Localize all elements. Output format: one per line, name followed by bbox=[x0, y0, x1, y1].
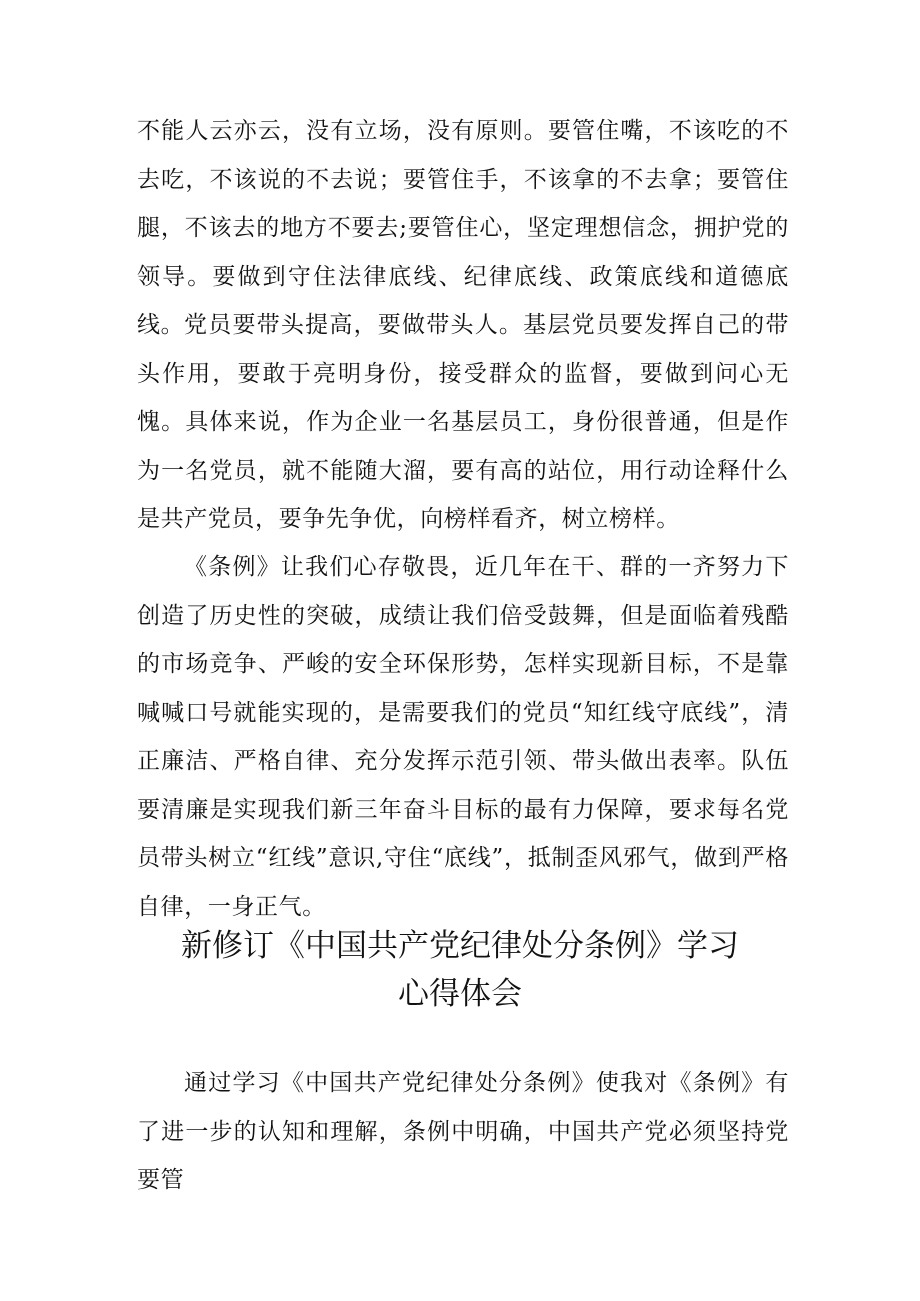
paragraph-continued: 不能人云亦云，没有立场，没有原则。要管住嘴，不该吃的不去吃，不该说的不去说；要管住手，不该拿的不去拿；要管住腿，不该去的地方不要去;要管住心，坚定理想信念，拥护党的领导。要做到守住法律底线、纪律底线、政策底线和道德底线。 bbox=[137, 118, 789, 338]
paragraph-intro: 通过学习《中国共产党纪律处分条例》使我对《条例》有了进一步的认知和理解，条例中明确，中国共产党必须坚持党要管 bbox=[137, 1070, 789, 1193]
document-title bbox=[120, 922, 800, 1018]
paragraph-party-members-lead: 党员要带头提高，要做带头人。基层党员要发挥自己的带头作用，要敢于亮明身份，接受群众的监督，要做到问心无愧。具体来说，作为企业一名基层员工，身份很普通，但是作为一名党员，就不能随大溜，要有高的站位，用行动诠释什么是共产党员，要争先争优，向榜样看齐，树立榜样。 bbox=[137, 312, 789, 532]
title-line-1: 新修订《中国共产党纪律处分条例》学习 bbox=[181, 928, 739, 964]
title-line-2: 心得体会 bbox=[398, 976, 522, 1012]
paragraph-regulations-awe: 《条例》让我们心存敬畏，近几年在干、群的一齐努力下创造了历史性的突破，成绩让我们倍受鼓舞，但是面临着残酷的市场竞争、严峻的安全环保形势，怎样实现新目标，不是靠喊喊口号就能实现的，是需要我们的党员“知红线守底线”，清正廉洁、严格自律、充分发挥示范引领、带头做出表率。队伍要清廉是实现我们新三年奋斗目标的最有力保障，要求每名党员带头树立“红线”意识,守住“底线”，抵制歪风邪气，做到严格自律，一身正气。 bbox=[137, 554, 789, 920]
